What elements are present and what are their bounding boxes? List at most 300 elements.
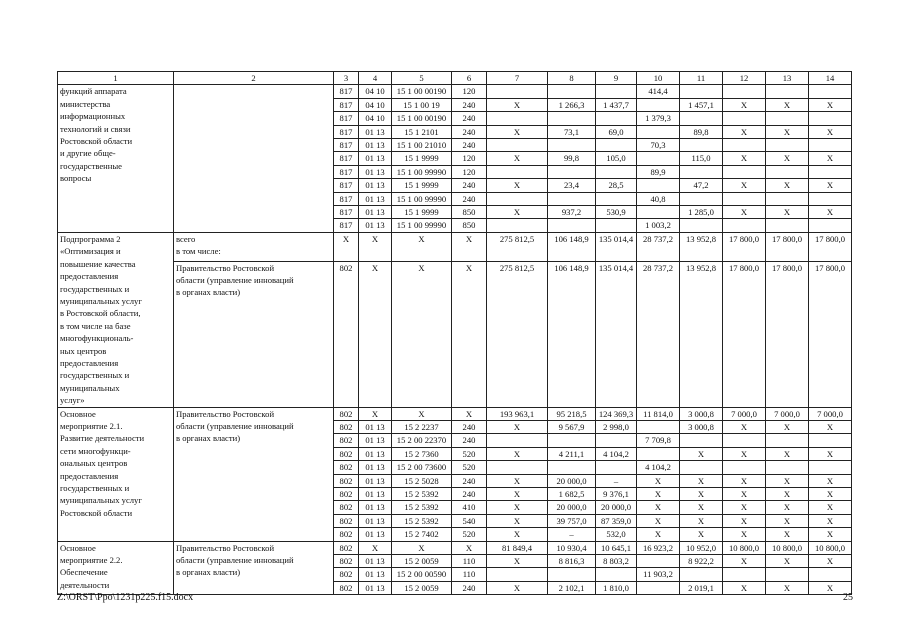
table-cell: X (723, 514, 766, 527)
table-cell: 3 000,8 (680, 420, 723, 433)
table-cell: 01 13 (359, 514, 392, 527)
table-row (58, 232, 852, 261)
table-cell (487, 112, 548, 125)
table-cell (809, 461, 852, 474)
table-cell: 15 2 00 73600 (392, 461, 452, 474)
table-cell: X (723, 420, 766, 433)
table-cell: 15 2 5392 (392, 514, 452, 527)
table-cell (637, 98, 680, 111)
table-cell (637, 125, 680, 138)
table-cell (637, 420, 680, 433)
table-cell: 414,4 (637, 85, 680, 98)
table-cell (596, 85, 637, 98)
table-cell: 01 13 (359, 581, 392, 594)
cell-line: в том числе на базе (60, 320, 131, 331)
table-cell: X (487, 152, 548, 165)
table-cell (596, 219, 637, 232)
table-cell: X (766, 206, 809, 219)
table-cell: 81 849,4 (487, 541, 548, 554)
table-cell: 817 (334, 206, 359, 219)
table-cell (637, 152, 680, 165)
table-cell: X (680, 528, 723, 541)
table-cell: 240 (452, 125, 487, 138)
table-cell: 10 930,4 (548, 541, 596, 554)
table-cell: X (766, 501, 809, 514)
table-cell: X (809, 488, 852, 501)
table-cell (809, 139, 852, 152)
table-cell: 01 13 (359, 152, 392, 165)
table-cell: 1 266,3 (548, 98, 596, 111)
table-cell: X (452, 541, 487, 554)
table-cell (596, 139, 637, 152)
table-cell: X (809, 581, 852, 594)
table-cell (723, 165, 766, 178)
table-cell (548, 568, 596, 581)
table-cell (766, 85, 809, 98)
table-cell (723, 192, 766, 205)
table-cell: 817 (334, 85, 359, 98)
page-number: 25 (843, 592, 853, 603)
table-cell: 01 13 (359, 219, 392, 232)
table-cell: 850 (452, 219, 487, 232)
table-cell: 15 2 7402 (392, 528, 452, 541)
table-cell: 4 211,1 (548, 447, 596, 460)
table-cell (766, 139, 809, 152)
table-cell: 01 13 (359, 125, 392, 138)
table-cell (487, 461, 548, 474)
table-cell: 01 13 (359, 179, 392, 192)
cell-line: и другие обще- (60, 148, 116, 159)
cell-line: «Оптимизация и (60, 246, 121, 257)
table-cell: 120 (452, 165, 487, 178)
table-cell: X (487, 514, 548, 527)
table-cell: 110 (452, 568, 487, 581)
table-cell: 15 1 00 99990 (392, 192, 452, 205)
table-cell (809, 568, 852, 581)
table-cell: X (766, 125, 809, 138)
file-path: Z:\ORST\Ppo\1231p225.f15.docx (57, 592, 194, 603)
table-cell: 89,9 (637, 165, 680, 178)
cell-line: Правительство Ростовской (176, 262, 275, 273)
table-cell: 850 (452, 206, 487, 219)
table-cell (766, 112, 809, 125)
table-cell (596, 434, 637, 447)
table-cell (548, 192, 596, 205)
header-row (58, 72, 852, 85)
table-cell: 115,0 (680, 152, 723, 165)
table-cell: 802 (334, 407, 359, 420)
cell-line: мероприятие 2.1. (60, 420, 123, 431)
table-cell: 15 1 9999 (392, 152, 452, 165)
table-cell: 240 (452, 192, 487, 205)
table-cell: 01 13 (359, 501, 392, 514)
table-cell: X (809, 125, 852, 138)
table-cell: X (452, 407, 487, 420)
table-cell (487, 139, 548, 152)
cell-line: в органах власти) (176, 287, 241, 298)
table-cell: 1 457,1 (680, 98, 723, 111)
table-cell: 8 922,2 (680, 555, 723, 568)
table-cell: 240 (452, 581, 487, 594)
table-cell (548, 112, 596, 125)
table-cell: 17 800,0 (809, 261, 852, 407)
table-cell: X (766, 447, 809, 460)
table-cell: 135 014,4 (596, 232, 637, 261)
table-cell: 23,4 (548, 179, 596, 192)
cell-line: в органах власти) (176, 433, 241, 444)
cell-line: муниципальных услуг (60, 295, 142, 306)
table-cell (680, 219, 723, 232)
table-cell (487, 192, 548, 205)
table-cell (680, 139, 723, 152)
cell-line: предоставления (60, 271, 119, 282)
table-cell: – (596, 474, 637, 487)
cell-line: Основное (60, 408, 96, 419)
table-cell: X (680, 514, 723, 527)
table-cell: X (766, 474, 809, 487)
table-cell: 15 2 2237 (392, 420, 452, 433)
table-cell: 01 13 (359, 555, 392, 568)
table-cell: X (723, 474, 766, 487)
table-cell: 15 1 00 99990 (392, 165, 452, 178)
table-cell: 802 (334, 420, 359, 433)
table-cell (680, 192, 723, 205)
table-cell: 937,2 (548, 206, 596, 219)
table-cell: 105,0 (596, 152, 637, 165)
table-cell: 8 816,3 (548, 555, 596, 568)
table-cell: X (766, 528, 809, 541)
table-cell: 01 13 (359, 461, 392, 474)
table-cell: 240 (452, 98, 487, 111)
table-cell (809, 112, 852, 125)
cell-line: предоставления (60, 470, 119, 481)
table-cell: X (637, 474, 680, 487)
table-cell: X (487, 581, 548, 594)
table-cell: X (809, 555, 852, 568)
table-cell: 802 (334, 541, 359, 554)
table-cell: X (392, 232, 452, 261)
table-cell (680, 165, 723, 178)
table-cell (548, 434, 596, 447)
table-cell: X (487, 474, 548, 487)
cell-line: Обеспечение (60, 567, 108, 578)
table-cell: 4 104,2 (596, 447, 637, 460)
table-cell: 01 13 (359, 192, 392, 205)
table-cell: 15 1 9999 (392, 206, 452, 219)
table-cell (723, 568, 766, 581)
table-cell: 15 1 2101 (392, 125, 452, 138)
header-cell: 7 (487, 72, 548, 85)
table-cell: 520 (452, 461, 487, 474)
table-cell: 817 (334, 192, 359, 205)
table-cell: 04 10 (359, 112, 392, 125)
table-cell: X (452, 261, 487, 407)
table-cell: X (680, 474, 723, 487)
table-cell: X (766, 152, 809, 165)
table-cell: 532,0 (596, 528, 637, 541)
table-cell: X (766, 488, 809, 501)
header-cell: 4 (359, 72, 392, 85)
table-cell (723, 139, 766, 152)
cell-line: области (управление инноваций (176, 420, 294, 431)
table-cell: X (392, 261, 452, 407)
table-cell: 10 800,0 (809, 541, 852, 554)
table-cell: 802 (334, 488, 359, 501)
table-cell: X (809, 98, 852, 111)
cell-line: области (управление инноваций (176, 274, 294, 285)
table-cell: 73,1 (548, 125, 596, 138)
table-cell (487, 165, 548, 178)
cell-line: Подпрограмма 2 (60, 233, 121, 244)
table-cell: 193 963,1 (487, 407, 548, 420)
table-cell: 15 1 00 19 (392, 98, 452, 111)
table-cell: 7 000,0 (723, 407, 766, 420)
table-cell (596, 112, 637, 125)
table-body (58, 72, 852, 595)
table-cell: 802 (334, 528, 359, 541)
table-cell: 01 13 (359, 420, 392, 433)
cell-line: государственные (60, 160, 122, 171)
table-cell: 120 (452, 152, 487, 165)
table-cell: 240 (452, 488, 487, 501)
table-cell: 9 567,9 (548, 420, 596, 433)
table-cell: X (809, 514, 852, 527)
table-cell: X (487, 420, 548, 433)
cell-line: ных центров (60, 345, 107, 356)
table-cell: X (487, 179, 548, 192)
table-cell: 2 102,1 (548, 581, 596, 594)
table-cell: X (487, 555, 548, 568)
table-cell: 04 10 (359, 85, 392, 98)
table-cell: 01 13 (359, 139, 392, 152)
executor-cell (174, 85, 334, 232)
table-cell: 13 952,8 (680, 232, 723, 261)
header-cell: 9 (596, 72, 637, 85)
table-cell: 15 1 00 21010 (392, 139, 452, 152)
table-cell: 802 (334, 555, 359, 568)
table-row (58, 407, 852, 420)
table-cell: 01 13 (359, 474, 392, 487)
table-cell: 20 000,0 (596, 501, 637, 514)
header-cell: 3 (334, 72, 359, 85)
cell-line: Основное (60, 542, 96, 553)
header-cell: 6 (452, 72, 487, 85)
activity-2-1-name-cell (58, 407, 174, 541)
table-cell (809, 85, 852, 98)
table-cell: 802 (334, 581, 359, 594)
table-cell: X (487, 488, 548, 501)
table-cell: 817 (334, 165, 359, 178)
table-cell: X (723, 206, 766, 219)
table-cell (596, 568, 637, 581)
table-cell: 15 1 00 00190 (392, 112, 452, 125)
cell-line: государственных и (60, 370, 130, 381)
table-cell (487, 219, 548, 232)
table-cell (548, 85, 596, 98)
table-cell: 11 903,2 (637, 568, 680, 581)
table-cell (637, 555, 680, 568)
table-cell (766, 192, 809, 205)
table-cell: X (637, 488, 680, 501)
cell-line: Ростовской области (60, 507, 133, 518)
table-cell: 240 (452, 139, 487, 152)
cell-line: всего (176, 233, 196, 244)
table-cell: 802 (334, 461, 359, 474)
executor-cell (174, 232, 334, 261)
table-cell: 817 (334, 98, 359, 111)
activity-2-2-name-cell (58, 541, 174, 595)
table-cell: 16 923,2 (637, 541, 680, 554)
table-cell: X (723, 125, 766, 138)
table-cell (809, 192, 852, 205)
table-cell: 15 2 5392 (392, 488, 452, 501)
table-cell: 7 000,0 (766, 407, 809, 420)
table-cell: 802 (334, 568, 359, 581)
table-cell (637, 447, 680, 460)
table-cell: 802 (334, 501, 359, 514)
cell-line: в том числе: (176, 246, 221, 257)
table-cell (548, 165, 596, 178)
table-cell: X (392, 407, 452, 420)
table-cell: 802 (334, 474, 359, 487)
table-cell: 01 13 (359, 165, 392, 178)
table-cell: X (766, 555, 809, 568)
table-cell: X (334, 232, 359, 261)
cell-line: технологий и связи (60, 123, 131, 134)
table-cell: 240 (452, 420, 487, 433)
table-cell: 13 952,8 (680, 261, 723, 407)
table-cell: 530,9 (596, 206, 637, 219)
table-cell: X (359, 232, 392, 261)
header-cell: 1 (58, 72, 174, 85)
table-row (58, 85, 852, 98)
table-cell (809, 219, 852, 232)
table-cell: 69,0 (596, 125, 637, 138)
table-cell: 87 359,0 (596, 514, 637, 527)
table-cell: X (723, 98, 766, 111)
table-cell: 10 952,0 (680, 541, 723, 554)
table-cell: X (487, 125, 548, 138)
table-cell: X (723, 488, 766, 501)
table-cell: 11 814,0 (637, 407, 680, 420)
table-cell: 10 645,1 (596, 541, 637, 554)
table-cell: 7 000,0 (809, 407, 852, 420)
table-cell: X (766, 420, 809, 433)
table-cell (680, 461, 723, 474)
table-cell: 817 (334, 125, 359, 138)
table-cell: 802 (334, 514, 359, 527)
cell-line: многофункциональ- (60, 333, 134, 344)
table-cell: 47,2 (680, 179, 723, 192)
table-cell: 106 148,9 (548, 232, 596, 261)
table-row (58, 261, 852, 407)
cell-line: предоставления (60, 357, 119, 368)
table-cell (766, 165, 809, 178)
table-cell: 802 (334, 447, 359, 460)
table-cell: 17 800,0 (766, 232, 809, 261)
header-cell: 13 (766, 72, 809, 85)
table-cell (766, 434, 809, 447)
table-cell: 01 13 (359, 206, 392, 219)
table-cell: 01 13 (359, 434, 392, 447)
table-cell (723, 219, 766, 232)
table-cell: 95 218,5 (548, 407, 596, 420)
table-cell: 8 803,2 (596, 555, 637, 568)
cell-line: мероприятие 2.2. (60, 555, 123, 566)
table-cell: 1 682,5 (548, 488, 596, 501)
table-cell (680, 112, 723, 125)
table-cell: X (723, 501, 766, 514)
cell-line: государственных и (60, 483, 130, 493)
table-cell: X (809, 179, 852, 192)
table-cell: 240 (452, 112, 487, 125)
table-cell: 520 (452, 447, 487, 460)
table-cell: 802 (334, 434, 359, 447)
program-name-cell (58, 85, 174, 232)
table-cell: 817 (334, 152, 359, 165)
table-cell (680, 568, 723, 581)
cell-line: информационных (60, 111, 126, 122)
cell-line: Правительство Ростовской (176, 542, 275, 553)
table-cell: 1 003,2 (637, 219, 680, 232)
table-cell: 15 1 9999 (392, 179, 452, 192)
table-cell: 15 2 0059 (392, 581, 452, 594)
table-cell: X (680, 501, 723, 514)
table-cell: 106 148,9 (548, 261, 596, 407)
cell-line: государственных и (60, 283, 130, 294)
table-cell: X (766, 179, 809, 192)
table-cell: X (359, 407, 392, 420)
table-cell (637, 179, 680, 192)
cell-line: повышение качества (60, 258, 136, 269)
table-cell: X (766, 514, 809, 527)
table-cell: X (392, 541, 452, 554)
table-cell (596, 461, 637, 474)
table-cell: X (359, 261, 392, 407)
table-cell: – (548, 528, 596, 541)
table-cell (809, 165, 852, 178)
table-cell: 15 2 00 00590 (392, 568, 452, 581)
table-row (58, 541, 852, 554)
table-cell: 3 000,8 (680, 407, 723, 420)
cell-line: муниципальных услуг (60, 495, 142, 506)
executor-cell (174, 541, 334, 595)
table-cell: X (487, 501, 548, 514)
table-cell: 10 800,0 (723, 541, 766, 554)
table-cell: 1 379,3 (637, 112, 680, 125)
table-cell: 15 2 5392 (392, 501, 452, 514)
table-cell: 15 1 00 99990 (392, 219, 452, 232)
table-cell: 17 800,0 (723, 261, 766, 407)
table-cell: 120 (452, 85, 487, 98)
table-cell: 15 2 00 22370 (392, 434, 452, 447)
table-cell: 99,8 (548, 152, 596, 165)
table-cell: X (723, 555, 766, 568)
table-cell (548, 139, 596, 152)
table-cell: X (809, 206, 852, 219)
header-cell: 14 (809, 72, 852, 85)
table-cell: 15 2 7360 (392, 447, 452, 460)
table-cell: 70,3 (637, 139, 680, 152)
table-cell: 275 812,5 (487, 261, 548, 407)
table-cell: 4 104,2 (637, 461, 680, 474)
cell-line: сети многофункци- (60, 445, 131, 456)
table-cell: 817 (334, 219, 359, 232)
table-cell (487, 568, 548, 581)
table-cell: 7 709,8 (637, 434, 680, 447)
header-cell: 5 (392, 72, 452, 85)
cell-line: Развитие деятельности (60, 433, 145, 444)
